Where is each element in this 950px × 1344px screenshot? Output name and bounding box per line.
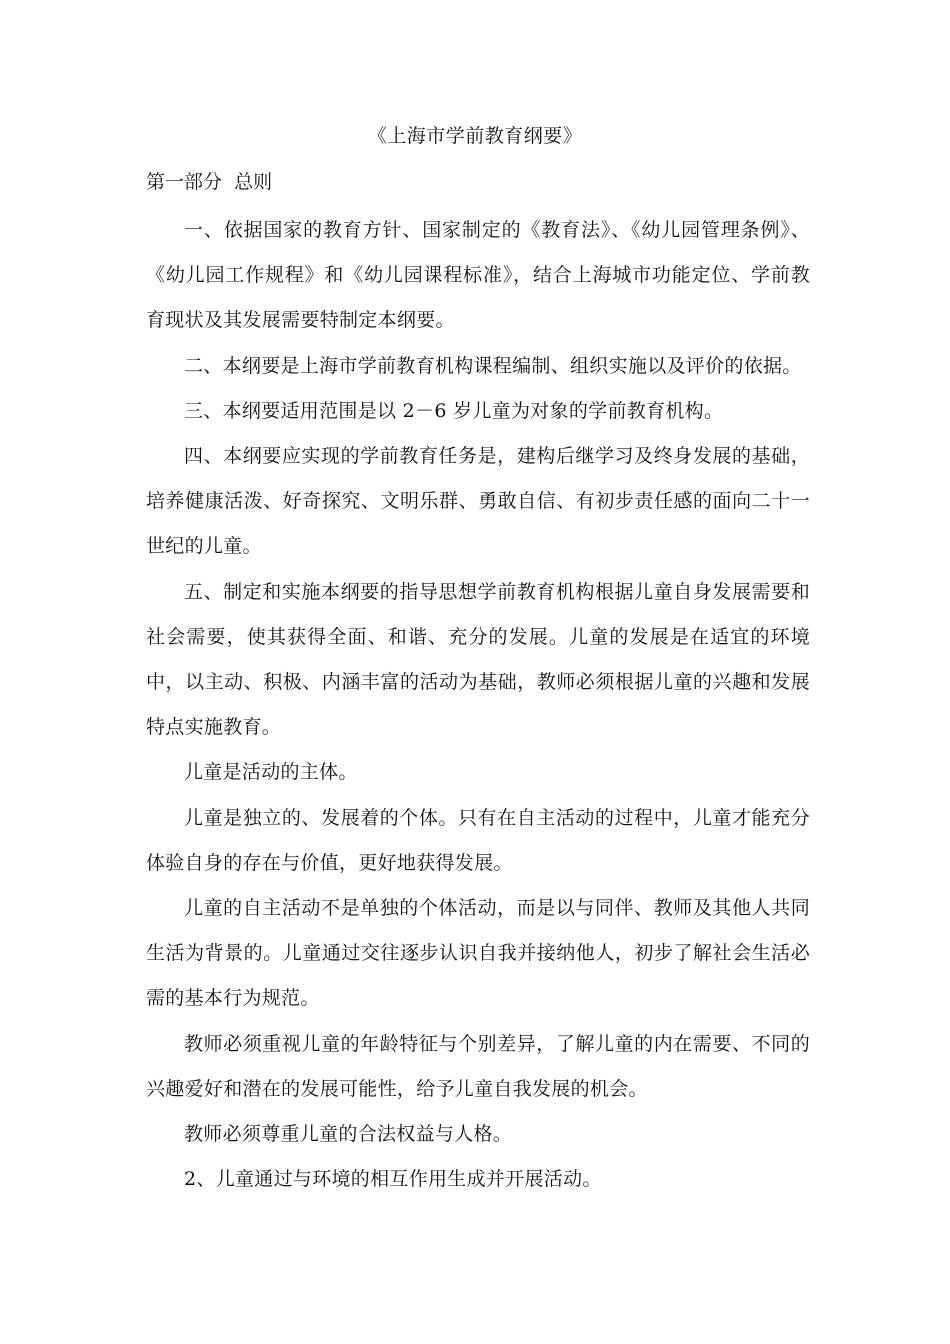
- paragraph: 四、本纲要应实现的学前教育任务是，建构后继学习及终身发展的基础，培养健康活泼、好奇探究、文明乐群、勇敢自信、有初步责任感的面向二十一世纪的儿童。: [146, 445, 810, 558]
- paragraph: 三、本纲要适用范围是以 2－6 岁儿童为对象的学前教育机构。: [184, 399, 724, 422]
- document-title: 《上海市学前教育纲要》: [367, 125, 583, 147]
- paragraph: 教师必须尊重儿童的合法权益与人格。: [184, 1123, 513, 1146]
- paragraph: 儿童是活动的主体。: [184, 761, 358, 784]
- document-body: [146, 208, 810, 1202]
- paragraph: 二、本纲要是上海市学前教育机构课程编制、组织实施以及评价的依据。: [184, 354, 802, 377]
- paragraph: 教师必须重视儿童的年龄特征与个别差异，了解儿童的内在需要、不同的兴趣爱好和潜在的发展可能性，给予儿童自我发展的机会。: [146, 1032, 810, 1100]
- paragraph: 儿童的自主活动不是单独的个体活动，而是以与同伴、教师及其他人共同生活为背景的。儿童通过交往逐步认识自我并接纳他人，初步了解社会生活必需的基本行为规范。: [146, 897, 810, 1010]
- paragraph: 2、儿童通过与环境的相互作用生成并开展活动。: [184, 1168, 602, 1191]
- paragraph: 五、制定和实施本纲要的指导思想学前教育机构根据儿童自身发展需要和社会需要，使其获得全面、和谐、充分的发展。儿童的发展是在适宜的环境中，以主动、积极、内涵丰富的活动为基础，教师必须根据儿童的兴趣和发展特点实施教育。: [146, 580, 810, 739]
- paragraph: 一、依据国家的教育方针、国家制定的《教育法》、《幼儿园管理条例》、《幼儿园工作规程》和《幼儿园课程标准》，结合上海城市功能定位、学前教育现状及其发展需要特制定本纲要。: [146, 219, 810, 332]
- section-heading: 第一部分 总则: [146, 171, 273, 193]
- paragraph: 儿童是独立的、发展着的个体。只有在自主活动的过程中，儿童才能充分体验自身的存在与价值，更好地获得发展。: [146, 806, 810, 874]
